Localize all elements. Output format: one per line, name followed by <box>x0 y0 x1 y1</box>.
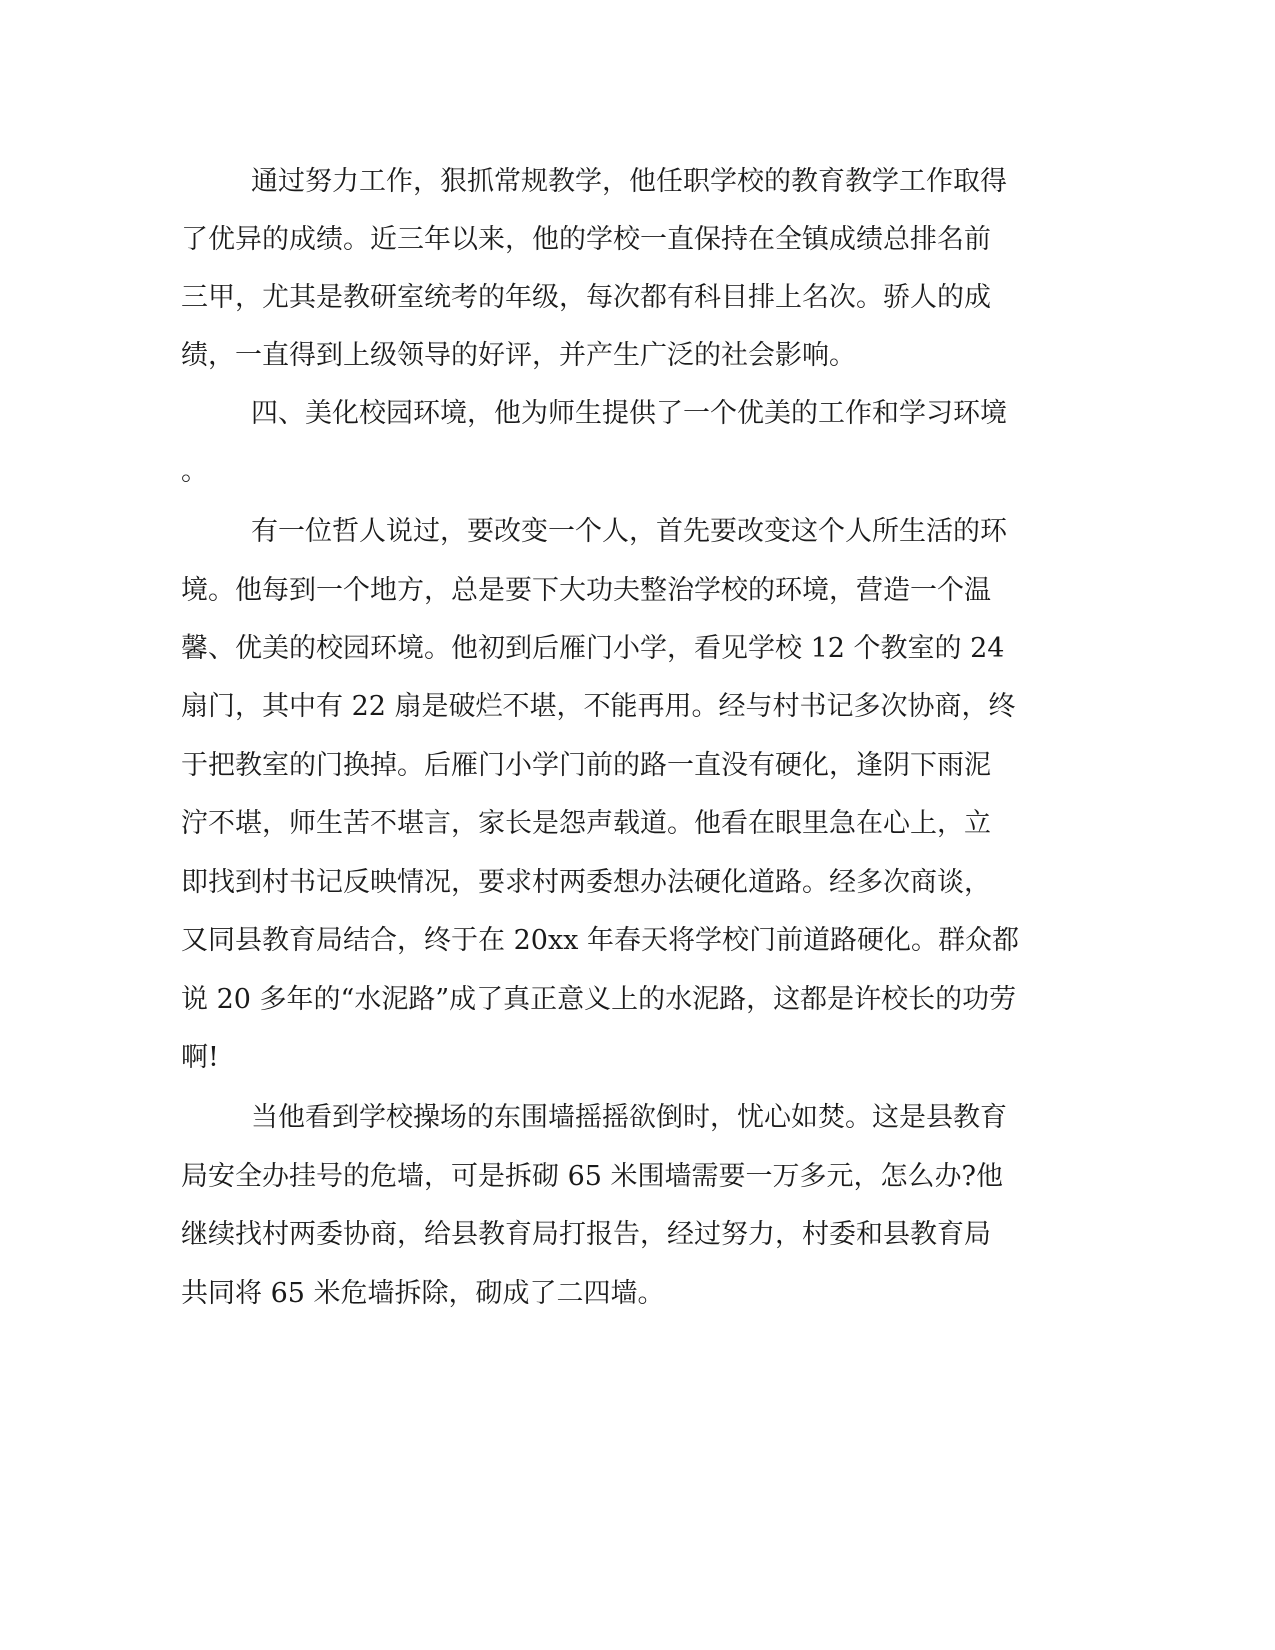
text-line: 。 <box>181 456 208 487</box>
text-line: 有一位哲人说过，要改变一个人，首先要改变这个人所生活的环 <box>251 516 1007 547</box>
text-line: 馨、优美的校园环境。他初到后雁门小学，看见学校 12 个教室的 24 <box>181 633 1005 664</box>
text-line: 境。他每到一个地方，总是要下大功夫整治学校的环境，营造一个温 <box>181 575 991 606</box>
text-line: 于把教室的门换掉。后雁门小学门前的路一直没有硬化，逢阴下雨泥 <box>181 750 991 781</box>
text-line: 扇门，其中有 22 扇是破烂不堪，不能再用。经与村书记多次协商，终 <box>181 691 1016 722</box>
text-line: 即找到村书记反映情况，要求村两委想办法硬化道路。经多次商谈， <box>181 867 991 898</box>
text-line: 又同县教育局结合，终于在 20xx 年春天将学校门前道路硬化。群众都 <box>181 925 1019 956</box>
text-line: 了优异的成绩。近三年以来，他的学校一直保持在全镇成绩总排名前 <box>181 224 991 255</box>
text-line: 继续找村两委协商，给县教育局打报告，经过努力，村委和县教育局 <box>181 1219 991 1250</box>
text-line: 啊! <box>181 1042 219 1073</box>
text-line: 通过努力工作，狠抓常规教学，他任职学校的教育教学工作取得 <box>251 166 1007 197</box>
text-line: 局安全办挂号的危墙，可是拆砌 65 米围墙需要一万多元，怎么办?他 <box>181 1161 1003 1192</box>
text-line: 当他看到学校操场的东围墙摇摇欲倒时，忧心如焚。这是县教育 <box>251 1102 1007 1133</box>
text-line: 泞不堪，师生苦不堪言，家长是怨声载道。他看在眼里急在心上，立 <box>181 808 991 839</box>
text-line: 共同将 65 米危墙拆除，砌成了二四墙。 <box>181 1278 665 1309</box>
text-line: 说 20 多年的“水泥路”成了真正意义上的水泥路，这都是许校长的功劳 <box>181 984 1017 1015</box>
text-line: 绩，一直得到上级领导的好评，并产生广泛的社会影响。 <box>181 340 856 371</box>
text-line: 四、美化校园环境，他为师生提供了一个优美的工作和学习环境 <box>251 398 1007 429</box>
text-line: 三甲，尤其是教研室统考的年级，每次都有科目排上名次。骄人的成 <box>181 282 991 313</box>
